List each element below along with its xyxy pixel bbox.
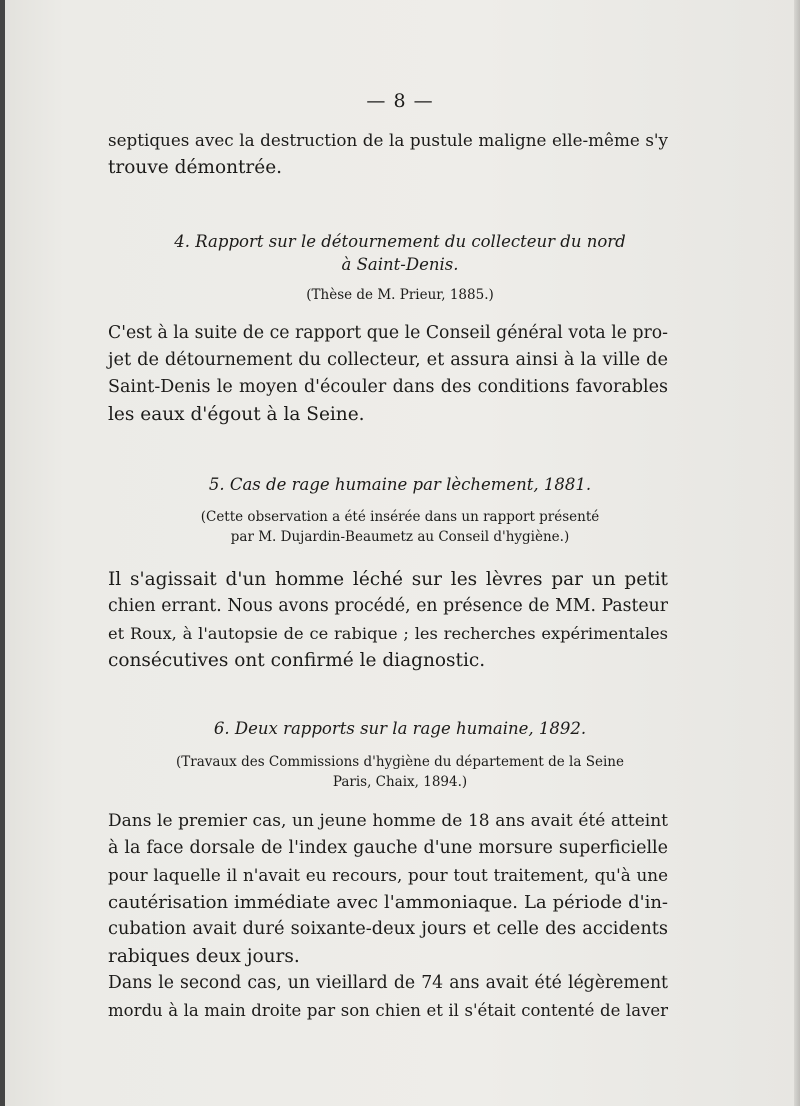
text-line: septiques avec la destruction de la pustule maligne elle-même s'y — [108, 130, 668, 150]
text-line: cubation avait duré soixante-deux jours et celle des accidents — [108, 919, 668, 939]
text-line: les eaux d'égout à la Seine. — [108, 404, 365, 425]
text-line: Il s'agissait d'un homme léché sur les lèvres par un petit — [108, 569, 668, 590]
text-line: consécutives ont confirmé le diagnostic. — [108, 650, 486, 671]
section-5-note-line-2: par M. Dujardin-Beaumetz au Conseil d'hygiène.) — [230, 529, 570, 545]
text-line: à la face dorsale de l'index gauche d'une morsure superficielle — [108, 838, 668, 858]
intro-paragraph — [108, 127, 668, 181]
section-6-paragraph-2 — [108, 970, 668, 1024]
page-right-edge — [794, 0, 800, 1106]
section-6-paragraph-1 — [108, 808, 668, 970]
section-5-note-line-1: (Cette observation a été insérée dans un rapport présenté — [200, 509, 600, 525]
section-4-heading-line-2: à Saint-Denis. — [341, 255, 459, 274]
text-line: et Roux, à l'autopsie de ce rabique ; les recherches expérimentales — [108, 624, 668, 643]
section-5-heading: 5. Cas de rage humaine par lèchement, 1881. — [208, 475, 592, 494]
section-5-paragraph — [108, 566, 668, 674]
text-line: C'est à la suite de ce rapport que le Conseil général vota le pro- — [108, 323, 668, 343]
text-line: pour laquelle il n'avait eu recours, pour tout traitement, qu'à une — [108, 865, 668, 885]
text-line: Dans le premier cas, un jeune homme de 18 ans avait été atteint — [108, 811, 668, 831]
text-line: chien errant. Nous avons procédé, en présence de MM. Pasteur — [108, 596, 668, 616]
text-line: cautérisation immédiate avec l'ammoniaque. La période d'in- — [108, 892, 668, 913]
text-line: Saint-Denis le moyen d'écouler dans des conditions favorables — [108, 377, 668, 397]
text-line: jet de détournement du collecteur, et assura ainsi à la ville de — [108, 350, 668, 370]
section-6-heading: 6. Deux rapports sur la rage humaine, 1892. — [213, 719, 587, 738]
section-4-paragraph — [108, 320, 668, 428]
section-4-source-note: (Thèse de M. Prieur, 1885.) — [306, 287, 494, 303]
section-4-heading-line-1: 4. Rapport sur le détournement du collecteur du nord — [174, 232, 626, 251]
text-line: rabiques deux jours. — [108, 946, 300, 967]
page-left-edge — [0, 0, 5, 1106]
text-line: mordu à la main droite par son chien et il s'était contenté de laver — [108, 1001, 668, 1020]
page-number: — 8 — — [366, 90, 434, 112]
text-line: trouve démontrée. — [108, 157, 283, 178]
section-6-note-line-1: (Travaux des Commissions d'hygiène du département de la Seine — [176, 754, 624, 770]
section-6-note-line-2: Paris, Chaix, 1894.) — [332, 774, 468, 790]
text-line: Dans le second cas, un vieillard de 74 ans avait été légèrement — [108, 973, 668, 993]
